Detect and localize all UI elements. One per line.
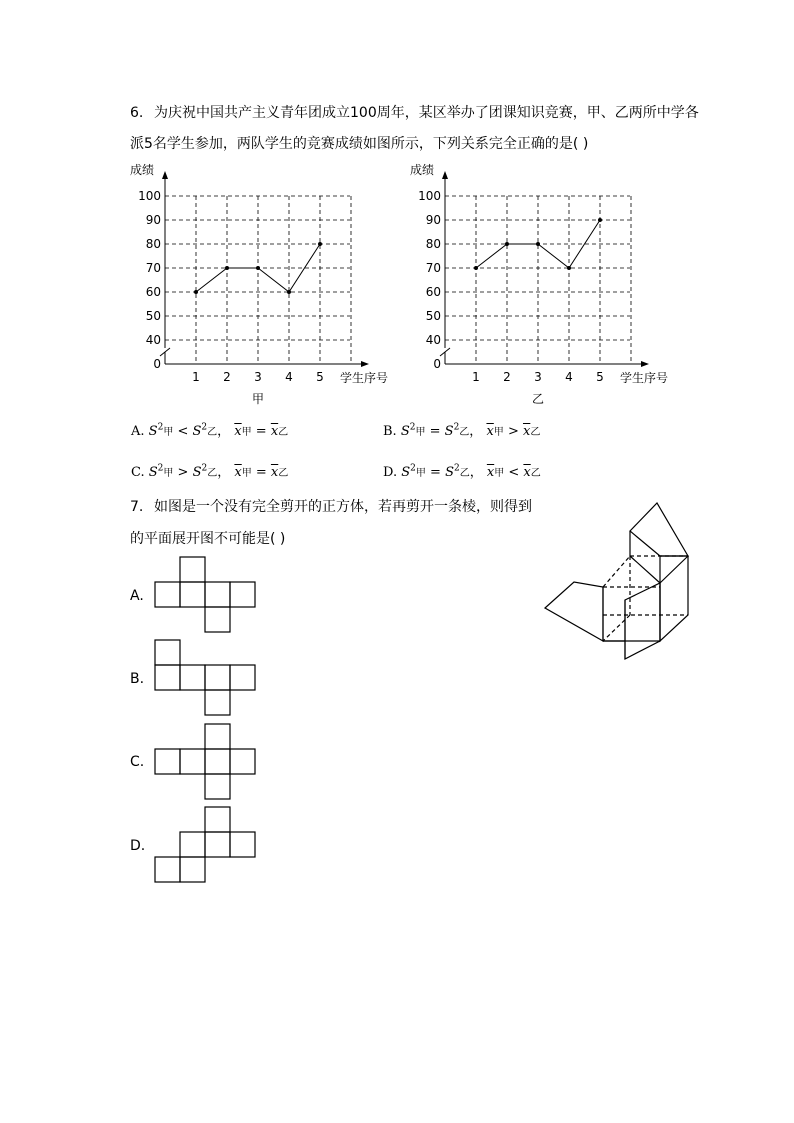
data-point: [287, 290, 291, 294]
y-tick-label: 80: [425, 237, 441, 251]
data-point: [536, 242, 540, 246]
option-label: B.: [383, 424, 397, 439]
q7-cube-hidden-edges: [603, 556, 688, 641]
y-tick-label: 50: [145, 309, 161, 323]
x-tick-label: 1: [472, 370, 480, 384]
y-tick-label: 90: [425, 213, 441, 227]
chart-1: [130, 162, 388, 406]
q7-option-a-label[interactable]: A.: [130, 588, 144, 604]
y-tick-label: 40: [425, 333, 441, 347]
y-axis-arrow: [442, 171, 448, 179]
data-point: [505, 242, 509, 246]
y-tick-label: 60: [425, 285, 441, 299]
data-point: [567, 266, 571, 270]
y-tick-label: 90: [145, 213, 161, 227]
option-label: A.: [131, 424, 145, 439]
y-tick-label: 0: [153, 357, 161, 371]
q6-option-c[interactable]: C. $S^2$甲 > $S^2$乙， $\overline{x}$甲 = $\overline{x}$乙: [131, 463, 289, 480]
y-tick-label: 70: [425, 261, 441, 275]
data-point: [474, 266, 478, 270]
y-tick-label: 100: [138, 189, 161, 203]
y-tick-label: 0: [433, 357, 441, 371]
q7-option-b-label[interactable]: B.: [130, 671, 145, 687]
option-label: C.: [131, 465, 145, 480]
q6-text-line2: 派5名学生参加，两队学生的竞赛成绩如图所示，下列关系完全正确的是( ): [130, 136, 589, 152]
q7-net-c[interactable]: [155, 724, 255, 799]
q6-option-d[interactable]: D. $S^2$甲 = $S^2$乙， $\overline{x}$甲 < $\overline{x}$乙: [383, 463, 541, 480]
x-tick-label: 4: [285, 370, 293, 384]
data-point: [194, 290, 198, 294]
y-tick-label: 40: [145, 333, 161, 347]
x-tick-label: 3: [254, 370, 262, 384]
q6-option-b[interactable]: B. $S^2$甲 = $S^2$乙， $\overline{x}$甲 > $\overline{x}$乙: [383, 422, 541, 439]
x-tick-label: 3: [534, 370, 542, 384]
data-point: [598, 218, 602, 222]
chart-caption: 乙: [531, 392, 545, 406]
q7-text-line2: 的平面展开图不可能是( ): [130, 531, 286, 547]
chart-2: [410, 162, 668, 406]
y-tick-label: 70: [145, 261, 161, 275]
y-tick-label: 60: [145, 285, 161, 299]
q7-net-a[interactable]: [155, 557, 255, 632]
q7-number: 7.: [130, 499, 144, 515]
data-point: [225, 266, 229, 270]
x-tick-label: 2: [503, 370, 511, 384]
q6-charts: [0, 0, 794, 420]
y-tick-label: 50: [425, 309, 441, 323]
y-axis-label: 成绩: [410, 163, 435, 177]
y-tick-label: 100: [418, 189, 441, 203]
y-axis-label: 成绩: [130, 163, 155, 177]
option-label: D.: [383, 465, 398, 480]
x-axis-label: 学生序号: [340, 371, 389, 385]
y-tick-label: 80: [145, 237, 161, 251]
x-tick-label: 5: [316, 370, 324, 384]
data-point: [256, 266, 260, 270]
q7-net-d[interactable]: [155, 807, 255, 882]
x-tick-label: 5: [596, 370, 604, 384]
q7-option-d-label[interactable]: D.: [130, 838, 146, 854]
x-tick-label: 4: [565, 370, 573, 384]
x-tick-label: 1: [192, 370, 200, 384]
x-axis-arrow: [641, 361, 649, 367]
chart-caption: 甲: [251, 392, 265, 406]
data-point: [318, 242, 322, 246]
x-axis-arrow: [361, 361, 369, 367]
q6-option-a[interactable]: A. $S^2$甲 < $S^2$乙， $\overline{x}$甲 = $\overline{x}$乙: [131, 422, 289, 439]
q7-cube-figure: [545, 503, 688, 659]
q7-option-c-label[interactable]: C.: [130, 754, 145, 770]
x-tick-label: 2: [223, 370, 231, 384]
q7-net-b[interactable]: [155, 640, 255, 715]
q7-text-line1: 如图是一个没有完全剪开的正方体，若再剪开一条棱，则得到: [154, 499, 532, 515]
y-axis-arrow: [162, 171, 168, 179]
x-axis-label: 学生序号: [620, 371, 669, 385]
q6-text-line1: 为庆祝中国共产主义青年团成立100周年，某区举办了团课知识竞赛，甲、乙两所中学各: [154, 105, 699, 121]
q6-number: 6.: [130, 105, 144, 121]
